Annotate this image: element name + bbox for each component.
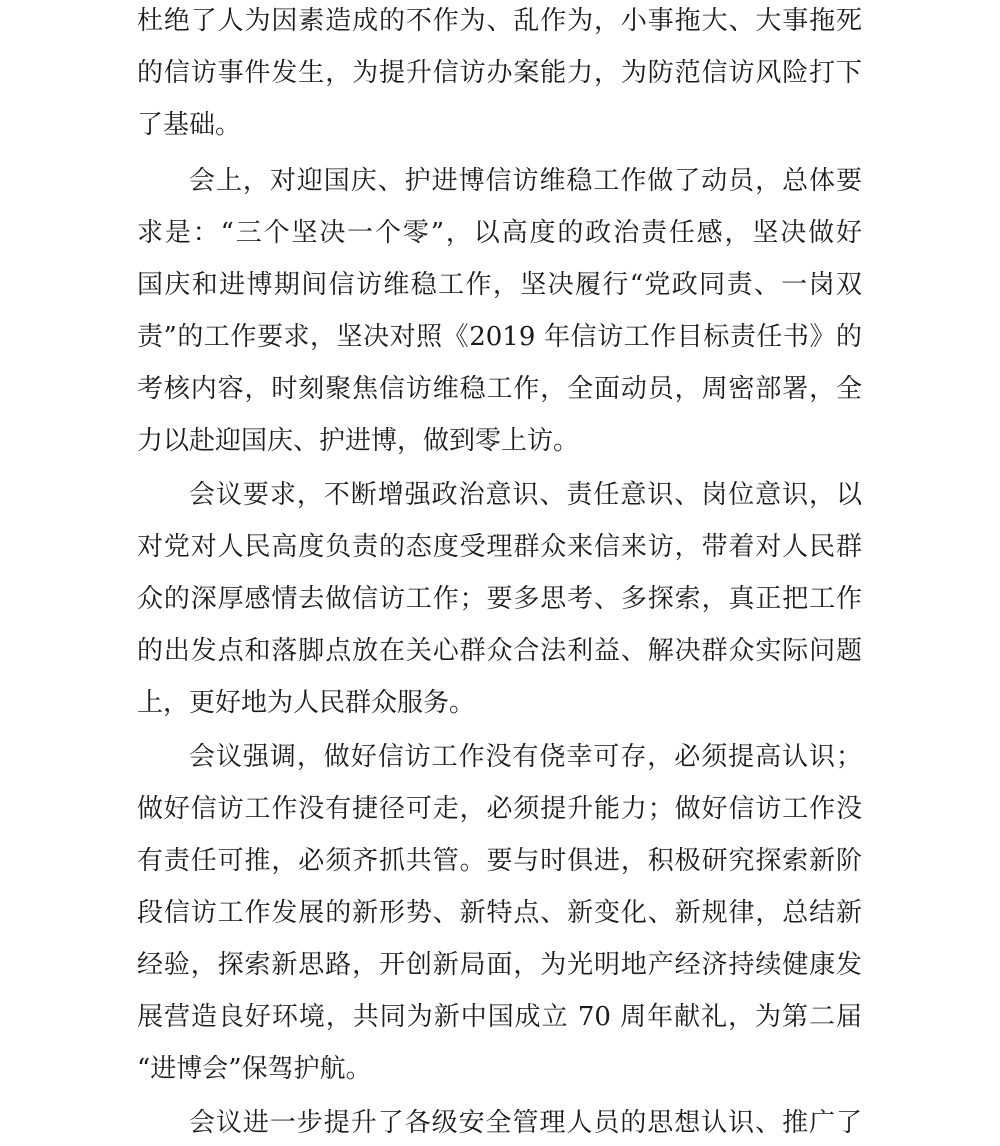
text-line: “进博会”保驾护航。 xyxy=(137,1054,372,1084)
paragraph-first-line: 会议要求，不断增强政治意识、责任意识、岗位意识，以 xyxy=(189,480,862,510)
text-line: 众的深厚感情去做信访工作；要多思考、多探索，真正把工作 xyxy=(137,584,862,614)
text-line: 展营造良好环境，共同为新中国成立 70 周年献礼，为第二届 xyxy=(137,1002,862,1032)
text-line: 对党对人民高度负责的态度受理群众来信来访，带着对人民群 xyxy=(137,532,862,562)
text-line: 做好信访工作没有捷径可走，必须提升能力；做好信访工作没 xyxy=(137,794,862,824)
text-line: 有责任可推，必须齐抓共管。要与时俱进，积极研究探索新阶 xyxy=(137,846,862,876)
text-line: 经验，探索新思路，开创新局面，为光明地产经济持续健康发 xyxy=(137,950,862,980)
paragraph-first-line: 会上，对迎国庆、护进博信访维稳工作做了动员，总体要 xyxy=(189,166,862,196)
text-line: 求是：“三个坚决一个零”，以高度的政治责任感，坚决做好 xyxy=(137,218,862,248)
text-line: 责”的工作要求，坚决对照《2019 年信访工作目标责任书》的 xyxy=(137,322,862,352)
text-line: 段信访工作发展的新形势、新特点、新变化、新规律，总结新 xyxy=(137,898,862,928)
paragraph-first-line: 会议强调，做好信访工作没有侥幸可存，必须提高认识； xyxy=(189,742,862,772)
text-line: 杜绝了人为因素造成的不作为、乱作为，小事拖大、大事拖死 xyxy=(137,6,862,36)
text-line: 上，更好地为人民群众服务。 xyxy=(137,688,476,718)
paragraph-first-line: 会议进一步提升了各级安全管理人员的思想认识、推广了 xyxy=(189,1108,862,1138)
text-line: 的出发点和落脚点放在关心群众合法利益、解决群众实际问题 xyxy=(137,636,862,666)
text-line: 的信访事件发生，为提升信访办案能力，为防范信访风险打下 xyxy=(137,58,862,88)
text-line: 力以赴迎国庆、护进博，做到零上访。 xyxy=(137,426,580,456)
text-line: 了基础。 xyxy=(137,110,242,140)
text-line: 国庆和进博期间信访维稳工作，坚决履行“党政同责、一岗双 xyxy=(137,270,862,300)
text-line: 考核内容，时刻聚焦信访维稳工作，全面动员，周密部署，全 xyxy=(137,374,862,404)
